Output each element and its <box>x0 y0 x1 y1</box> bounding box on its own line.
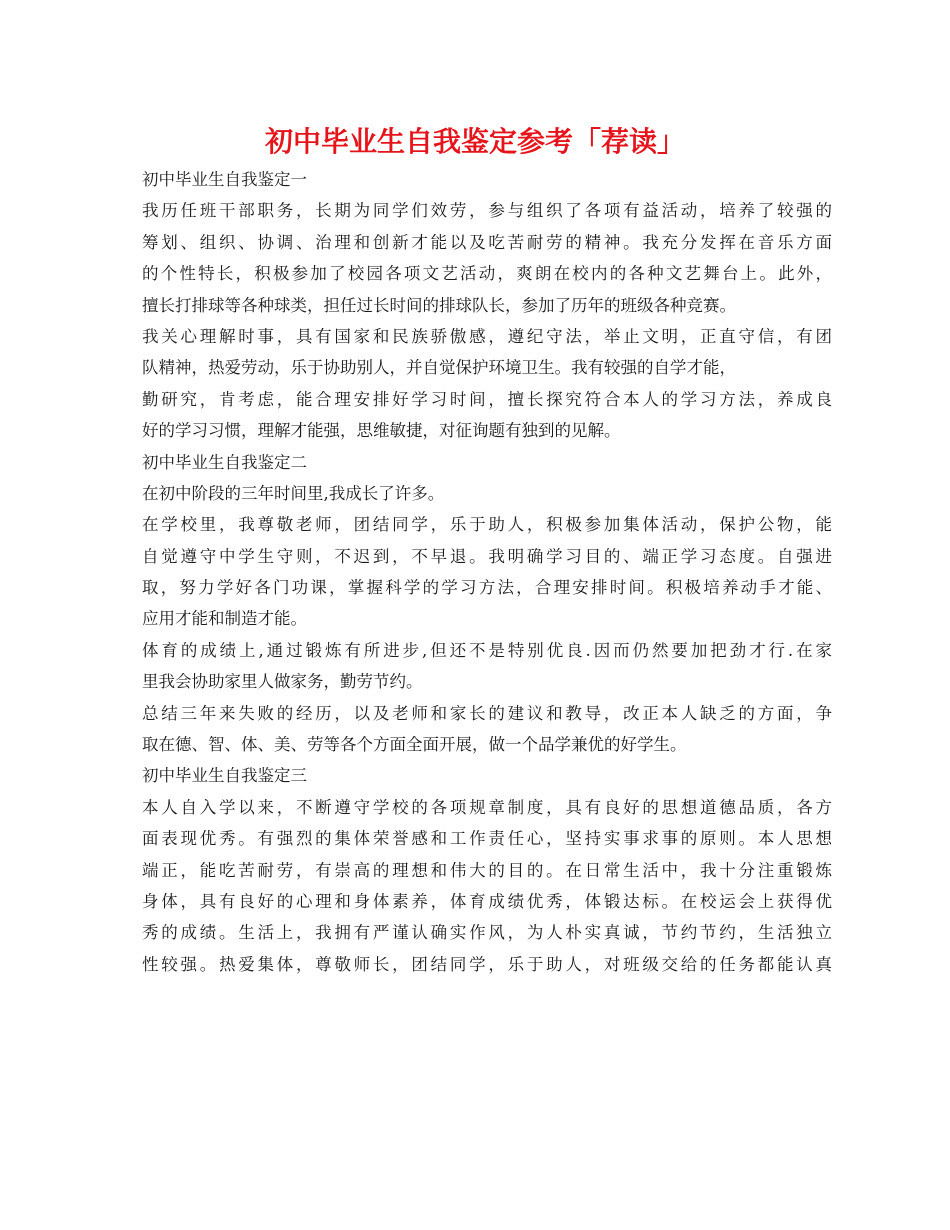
text-line: 总结三年来失败的经历，以及老师和家长的建议和教导，改正本人缺乏的方面，争 <box>142 703 832 723</box>
text-line: 性较强。热爱集体，尊敬师长，团结同学，乐于助人，对班级交给的任务都能认真 <box>142 954 832 974</box>
text-line: 好的学习习惯，理解才能强，思维敏捷，对征询题有独到的见解。 <box>142 421 621 441</box>
text-line: 端正，能吃苦耐劳，有崇高的理想和伟大的目的。在日常生活中，我十分注重锻炼 <box>142 860 832 880</box>
text-line: 擅长打排球等各种球类，担任过长时间的排球队长，参加了历年的班级各种竞赛。 <box>142 295 736 315</box>
text-line: 取在德、智、体、美、劳等各个方面全面开展，做一个品学兼优的好学生。 <box>142 735 687 755</box>
text-line: 的个性特长，积极参加了校园各项文艺活动，爽朗在校内的各种文艺舞台上。此外， <box>142 264 832 284</box>
text-line: 里我会协助家里人做家务，勤劳节约。 <box>142 672 423 692</box>
text-line: 秀的成绩。生活上，我拥有严谨认确实作风，为人朴实真诚，节约节约，生活独立 <box>142 923 832 943</box>
text-line: 面表现优秀。有强烈的集体荣誉感和工作责任心，坚持实事求事的原则。本人思想 <box>142 829 832 849</box>
text-line: 应用才能和制造才能。 <box>142 609 307 629</box>
text-line: 取，努力学好各门功课，掌握科学的学习方法，合理安排时间。积极培养动手才能、 <box>142 578 832 598</box>
text-line: 我关心理解时事，具有国家和民族骄傲感，遵纪守法，举止文明，正直守信，有团 <box>142 326 832 346</box>
text-line: 身体，具有良好的心理和身体素养，体育成绩优秀，体锻达标。在校运会上获得优 <box>142 891 832 911</box>
text-line: 我历任班干部职务，长期为同学们效劳，参与组织了各项有益活动，培养了较强的 <box>142 201 832 221</box>
text-line: 在学校里，我尊敬老师，团结同学，乐于助人，积极参加集体活动，保护公物，能 <box>142 515 832 535</box>
text-line: 初中毕业生自我鉴定一 <box>142 170 307 189</box>
text-line: 自觉遵守中学生守则，不迟到，不早退。我明确学习目的、端正学习态度。自强进 <box>142 546 832 566</box>
text-line: 队精神，热爱劳动，乐于协助别人，并自觉保护环境卫生。我有较强的自学才能， <box>142 358 736 378</box>
document-title: 初中毕业生自我鉴定参考「荐读」 <box>264 125 685 158</box>
document-body <box>142 164 832 980</box>
text-line: 在初中阶段的三年时间里,我成长了许多。 <box>142 483 445 503</box>
text-line: 本人自入学以来，不断遵守学校的各项规章制度，具有良好的思想道德品质，各方 <box>142 797 832 817</box>
text-line: 初中毕业生自我鉴定二 <box>142 452 307 472</box>
text-line: 勤研究，肯考虑，能合理安排好学习时间，擅长探究符合本人的学习方法，养成良 <box>142 389 832 409</box>
text-line: 初中毕业生自我鉴定三 <box>142 766 307 786</box>
text-line: 体育的成绩上,通过锻炼有所进步,但还不是特别优良.因而仍然要加把劲才行.在家 <box>142 640 832 660</box>
text-line: 筹划、组织、协调、治理和创新才能以及吃苦耐劳的精神。我充分发挥在音乐方面 <box>142 232 832 252</box>
